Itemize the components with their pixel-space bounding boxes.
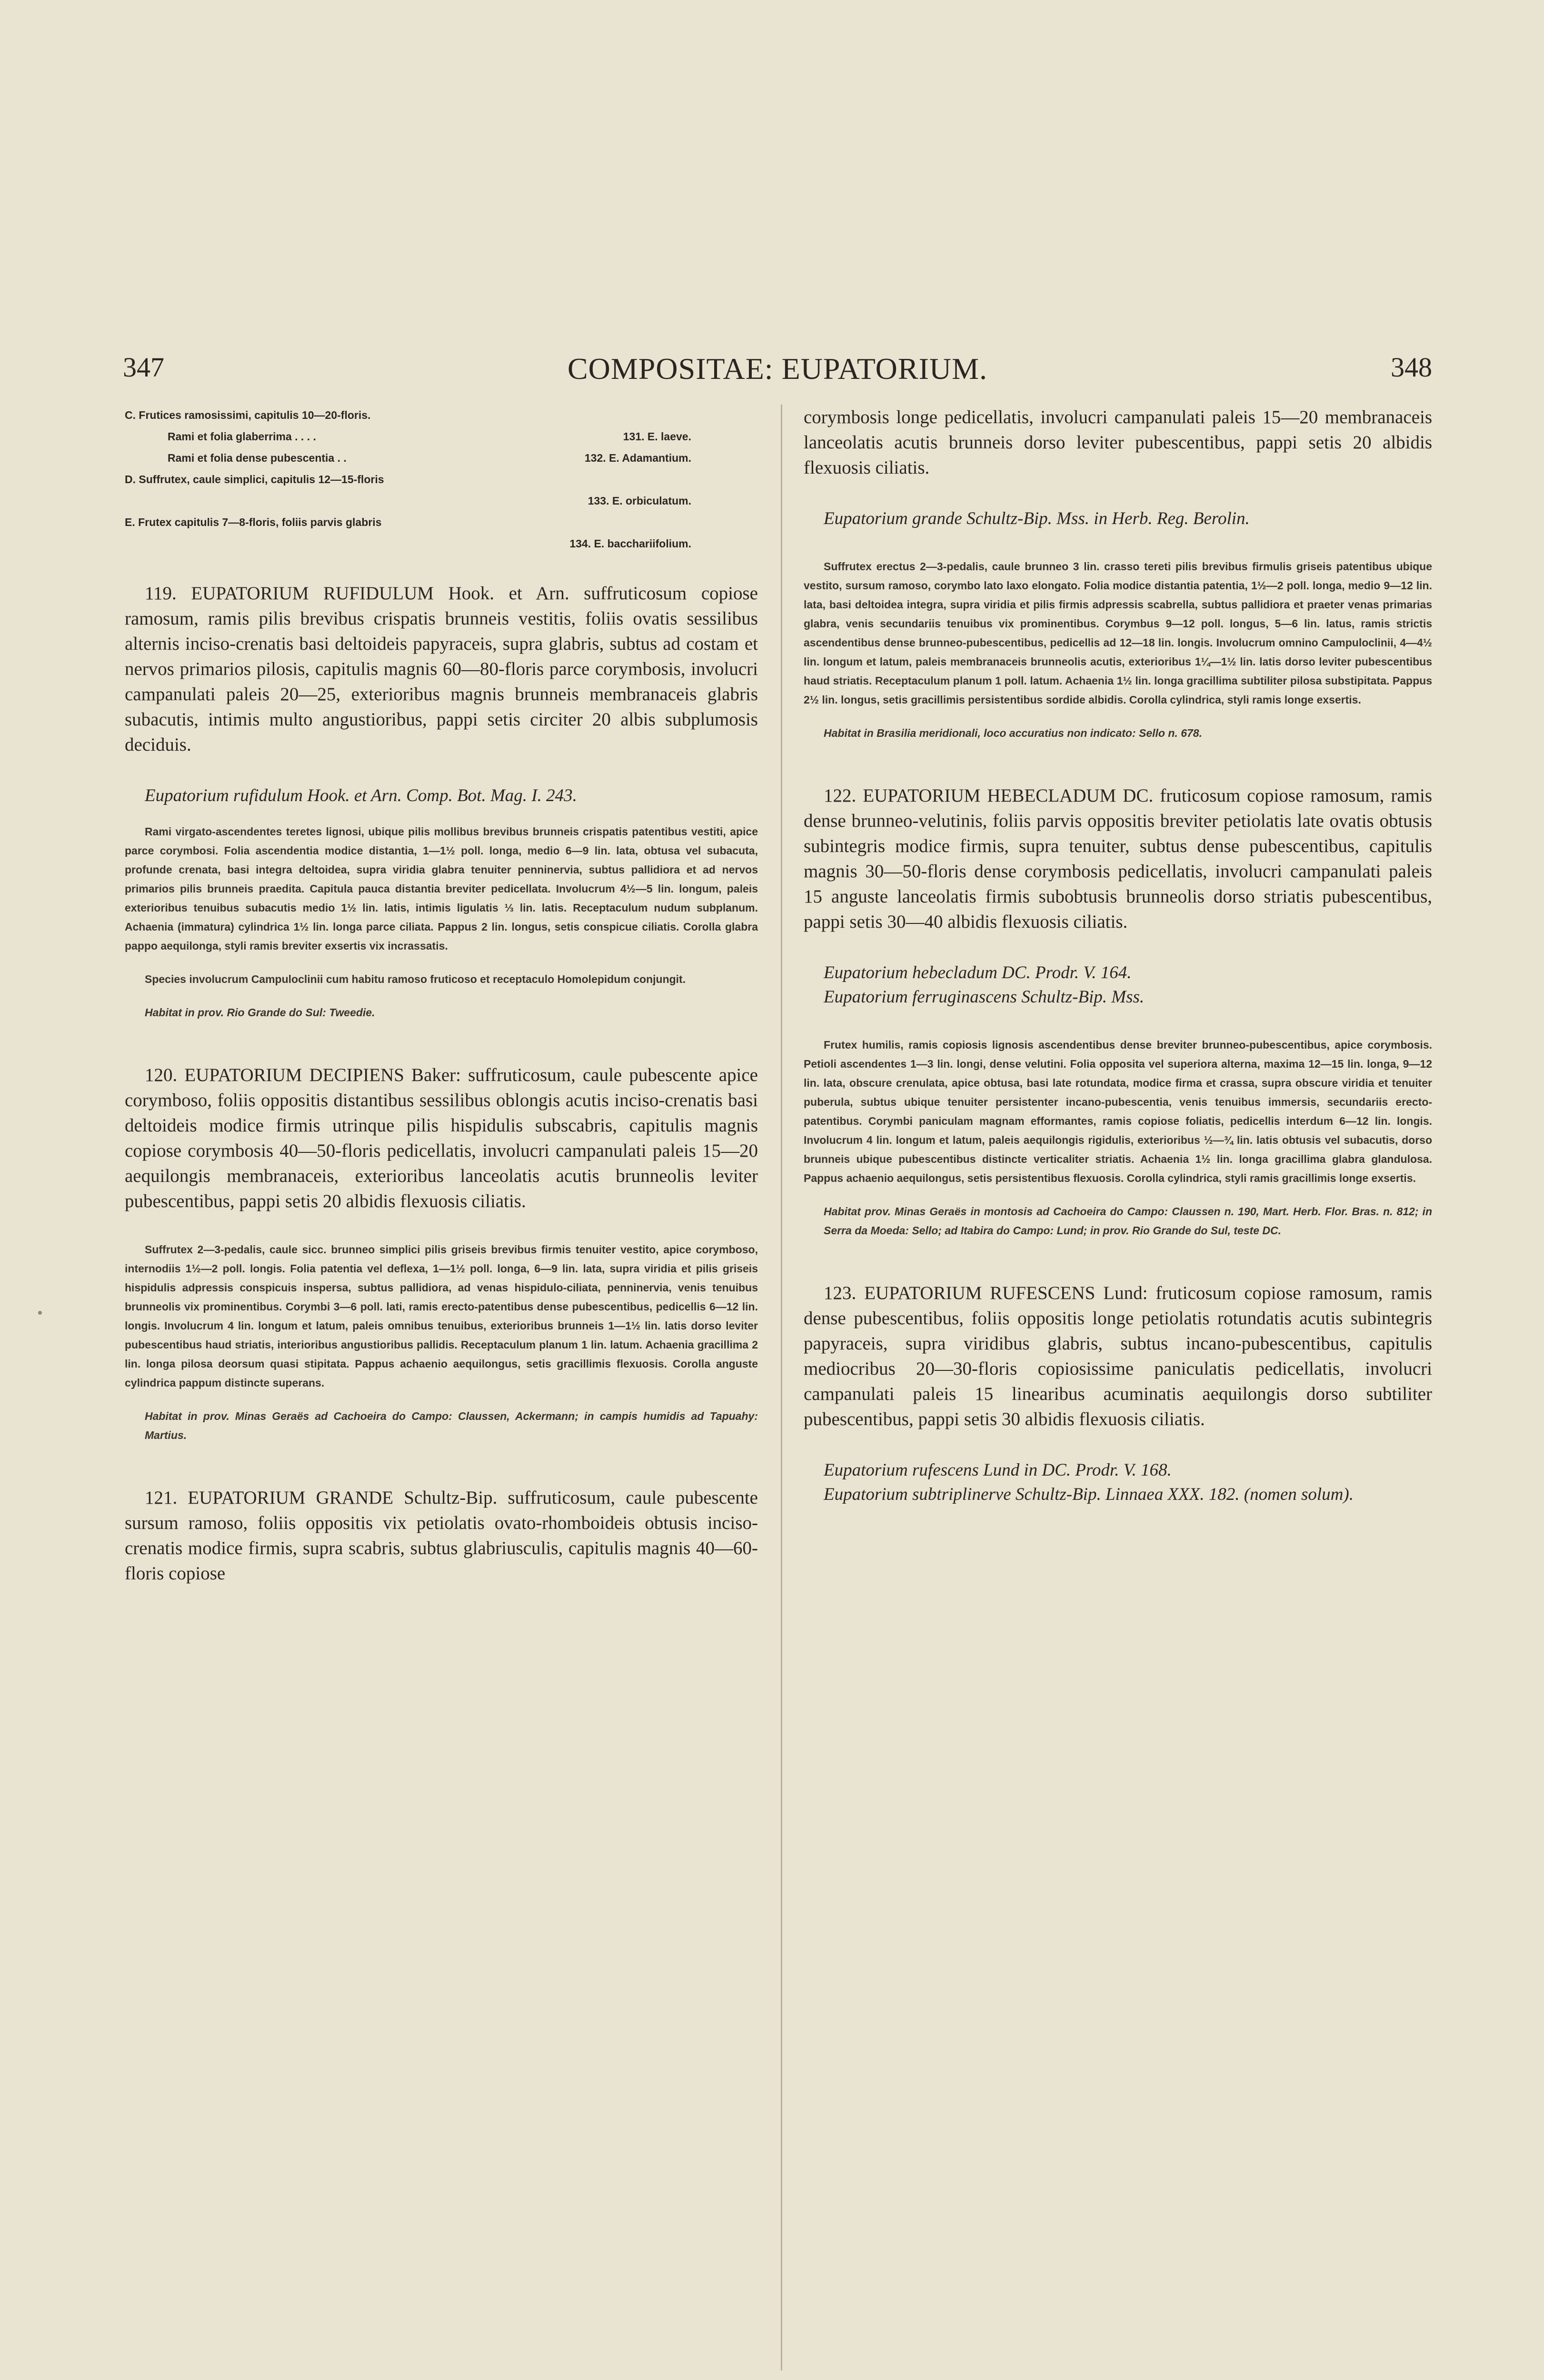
species-121-synonym: Eupatorium grande Schultz-Bip. Mss. in Herb. Reg. Berolin. (824, 509, 1250, 528)
species-122-diagnosis: 122. EUPATORIUM HEBECLADUM DC. fruticosum copiose ramosum, ramis dense brunneo-velutinis, foliis parvis oppositis breviter petiolatis late ovatis obtusis subintegris modice firmis, supra tenuiter, subtus dense pubescentibus, capitulis magnis 30—50-floris dense corymbosis pedicellatis, involucri campanulati paleis 15 anguste lanceolatis firmis subobtusis brunneolis dorso striatis pubescentibus, pappi setis 30—40 albidis flexuosis ciliatis. (804, 785, 1432, 932)
species-122-habitat: Habitat prov. Minas Geraës in montosis ad Cachoeira do Campo: Claussen n. 190, Mart. Herb. Flor. Bras. n. 812; in Serra da Moeda: Sello; ad Itabira do Campo: Lund; in prov. Rio Grande do Sul, teste DC. (824, 1205, 1432, 1237)
key-line: 134. E. bacchariifolium. (569, 537, 691, 550)
species-119-synonym: Eupatorium rufidulum Hook. et Arn. Comp. Bot. Mag. I. 243. (145, 786, 577, 805)
page-number-right: 348 (1391, 352, 1432, 383)
key-line: D. Suffrutex, caule simplici, capitulis 12—15-floris (125, 473, 384, 486)
species-119-habitat: Habitat in prov. Rio Grande do Sul: Tweedie. (145, 1006, 375, 1019)
margin-mark: • (37, 1304, 43, 1322)
species-123-synonym: Eupatorium rufescens Lund in DC. Prodr. V. 168. (824, 1460, 1172, 1480)
key-line: 133. E. orbiculatum. (588, 495, 691, 507)
species-key (125, 405, 758, 555)
right-column (804, 405, 1432, 1507)
page-title: COMPOSITAE: EUPATORIUM. (567, 352, 988, 386)
species-121-diagnosis-cont: corymbosis longe pedicellatis, involucri campanulati paleis 15—20 membranaceis lanceolatis acutis brunneis dorso leviter pubescentibus, pappi setis 20 albidis flexuosis ciliatis. (804, 407, 1432, 478)
species-121-description: Suffrutex erectus 2—3-pedalis, caule brunneo 3 lin. crasso tereti pilis brevibus firmulis griseis patentibus ubique vestito, sursum ramoso, corymbo lato laxo elongato. Folia modice distantia patentia, 1½—2 poll. longa, medio 9—12 lin. lata, basi deltoidea integra, supra viridia et pilis firmis adpressis scabrella, subtus pallidiora et praeter venas primarias glabra, venis secundariis tenuibus vix prominentibus. Corymbus 9—12 poll. longus, 5—6 lin. latus, ramis strictis ascendentibus dense brunneo-pubescentibus, pedicellis ad 12—18 lin. longis. Involucrum omnino Campuloclinii, 4—4½ lin. longum et latum, paleis membranaceis brunneolis acutis, exterioribus 1¼—1½ lin. latis dorso leviter pubescentibus haud striatis. Receptaculum planum 1 poll. latum. Achaenia 1½ lin. longa gracillima subtiliter pilosa substipitata. Pappus 2½ lin. longus, setis gracillimis persistentibus sordide albidis. Corolla cylindrica, styli ramis longe exsertis. (804, 560, 1432, 706)
species-122-synonym: Eupatorium hebecladum DC. Prodr. V. 164. (824, 963, 1132, 982)
species-122-synonym: Eupatorium ferruginascens Schultz-Bip. Mss. (824, 987, 1145, 1007)
species-120-diagnosis: 120. EUPATORIUM DECIPIENS Baker: suffruticosum, caule pubescente apice corymboso, foliis oppositis distantibus sessilibus oblongis acutis inciso-crenatis basi deltoideis modice firmis utrinque pilis hispidulis subscabris, capitulis magnis copiose corymbosis 40—50-floris pedicellatis, involucri campanulati paleis 15—20 aequilongis membranaceis, exterioribus lanceolatis acutis brunneolis leviter pubescentibus, pappi setis 20 albidis flexuosis ciliatis. (125, 1065, 758, 1211)
left-column (125, 405, 758, 1586)
species-120-description: Suffrutex 2—3-pedalis, caule sicc. brunneo simplici pilis griseis brevibus firmis tenuiter vestito, apice corymboso, internodiis 1½—2 poll. longis. Folia patentia vel deflexa, 1—1½ poll. longa, 6—9 lin. lata, supra viridia et pilis griseis hispidulis adpressis conspicuis inspersa, subtus pallidiora, ad venas hispidulo-ciliata, penninervia, venis tenuibus brunneolis vix prominentibus. Corymbi 3—6 poll. lati, ramis erecto-patentibus dense pubescentibus, pedicellis 6—12 lin. longis. Involucrum 4 lin. longum et latum, paleis omnibus tenuibus, exterioribus brunneis 1—1½ lin. latis dorso leviter pubescentibus haud striatis, interioribus angustioribus pallidis. Receptaculum planum 1 lin. latum. Achaenia gracillima 2 lin. longa pilosa deorsum quasi stipitata. Pappus achaenio aequilongus, setis gracillimis flexuosis. Corolla anguste cylindrica pappum distincte superans. (125, 1243, 758, 1389)
key-line: Rami et folia glaberrima . . . . 131. E. laeve. (168, 430, 691, 443)
species-119-diagnosis: 119. EUPATORIUM RUFIDULUM Hook. et Arn. suffruticosum copiose ramosum, ramis pilis brevibus crispatis brunneis vestitis, foliis ovatis sessilibus alternis inciso-crenatis basi deltoideis papyraceis, supra glabris, subtus ad costam et nervos primarios pilosis, capitulis magnis 60—80-floris parce corymbosis, involucri campanulati paleis 20—25, exterioribus magnis brunneis membranaceis glabris subacutis, intimis multo angustioribus, pappi setis circiter 20 albis subplumosis deciduis. (125, 583, 758, 755)
species-122-description: Frutex humilis, ramis copiosis lignosis ascendentibus dense breviter brunneo-pubescentibus, apice corymbosis. Petioli ascendentes 1—3 lin. longi, dense velutini. Folia opposita vel superiora alterna, maxima 12—15 lin. longa, 9—12 lin. lata, obscure crenulata, apice obtusa, basi late rotundata, modice firma et crassa, supra obscure viridia et tenuiter puberula, subtus ubique tenuiter persistenter incano-pubescentia, venis tenuibus immersis, secundariis erecto-patentibus. Corymbi paniculam magnam efformantes, ramis copiose foliatis, pedicellis interdum 6—12 lin. longis. Involucrum 4 lin. longum et latum, paleis aequilongis rigidulis, exterioribus ½—¾ lin. latis obtusis vel subacutis, dorso brunneis ubique pubescentibus distincte verticaliter striatis. Achaenia 1½ lin. longa gracillima glabra glandulosa. Pappus achaenio aequilongus, setis persistentibus flexuosis. Corolla cylindrica, styli ramis gracillimis longe exsertis. (804, 1039, 1432, 1184)
species-119-description: Rami virgato-ascendentes teretes lignosi, ubique pilis mollibus brevibus brunneis crispatis patentibus vestiti, apice parce corymbosi. Folia ascendentia modice distantia, 1—1½ poll. longa, medio 6—9 lin. lata, obtusa vel subacuta, profunde crenata, basi integra deltoidea, supra viridia glabra tenuiter penninervia, subtus pallidiora et ad nervos primarios pilis brunneis praedita. Capitula pauca distantia breviter pedicellata. Involucrum 4½—5 lin. longum, paleis exterioribus tenuibus subacutis medio 1½ lin. latis, intimis ligulatis ⅓ lin. latis. Receptaculum nudum subplanum. Achaenia (immatura) cylindrica 1½ lin. longa parce ciliata. Pappus 2 lin. longus, setis conspicue ciliatis. Corolla glabra pappo aequilonga, styli ramis breviter exsertis vix incrassatis. (125, 825, 758, 952)
species-120-habitat: Habitat in prov. Minas Geraës ad Cachoeira do Campo: Claussen, Ackermann; in campis humidis ad Tapuahy: Martius. (145, 1410, 758, 1441)
page-number-left: 347 (123, 352, 164, 383)
running-header (123, 351, 1432, 394)
species-123-synonym: Eupatorium subtriplinerve Schultz-Bip. Linnaea XXX. 182. (nomen solum). (824, 1485, 1354, 1504)
key-line: Rami et folia dense pubescentia . . 132. E. Adamantium. (168, 452, 691, 464)
key-line: E. Frutex capitulis 7—8-floris, foliis parvis glabris (125, 516, 382, 528)
column-divider (781, 405, 782, 2370)
key-line: C. Frutices ramosissimi, capitulis 10—20-floris. (125, 409, 371, 421)
species-123-diagnosis: 123. EUPATORIUM RUFESCENS Lund: fruticosum copiose ramosum, ramis dense pubescentibus, foliis oppositis longe petiolatis rotundatis acutis subintegris papyraceis, supra viridibus glabris, subtus incano-pubescentibus, capitulis mediocribus 20—30-floris copiosissime paniculatis pedicellatis, involucri campanulati paleis 15 linearibus acuminatis aequilongis dorso subtiliter pubescentibus, pappi setis 30 albidis flexuosis ciliatis. (804, 1283, 1432, 1429)
species-121-habitat: Habitat in Brasilia meridionali, loco accuratius non indicato: Sello n. 678. (824, 727, 1202, 739)
species-119-note: Species involucrum Campuloclinii cum habitu ramoso fruticoso et receptaculo Homolepidum conjungit. (145, 973, 686, 985)
species-121-diagnosis: 121. EUPATORIUM GRANDE Schultz-Bip. suffruticosum, caule pubescente sursum ramoso, foliis oppositis vix petiolatis ovato-rhomboideis obtusis inciso-crenatis modice firmis, supra scabris, subtus glabriusculis, capitulis magnis 40—60-floris copiose (125, 1488, 758, 1584)
